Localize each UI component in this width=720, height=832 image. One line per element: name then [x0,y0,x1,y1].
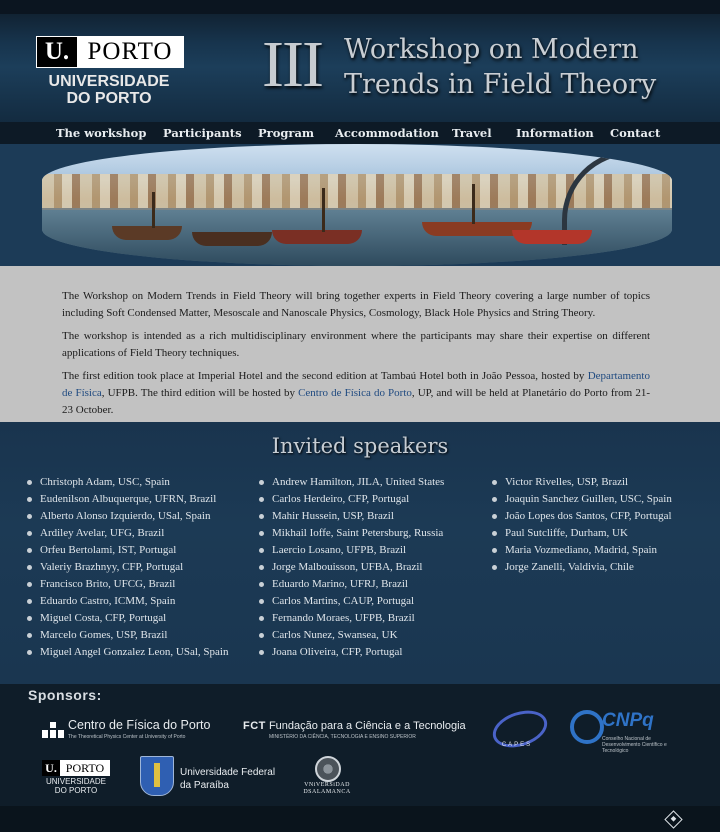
link-centro-de-fisica-do-porto[interactable]: Centro de Física do Porto [298,387,412,399]
speaker-item: Eudenilson Albuquerque, UFRN, Brazil [26,491,229,508]
fct-subtitle: MINISTÉRIO DA CIÊNCIA, TECNOLOGIA E ENSINO SUPERIOR [269,734,416,740]
speaker-item: Paul Sutcliffe, Durham, UK [491,525,672,542]
intro-p3-part-a: The first edition took place at Imperial Hotel and the second edition at Tambaú Hotel both in João Pessoa, hosted by [62,370,588,382]
speaker-item: Carlos Martins, CAUP, Portugal [258,593,444,610]
speakers-column-3 [491,474,672,576]
uporto-sponsor-subtitle: UNIVERSIDADE DO PORTO [45,777,106,795]
speaker-item: Mikhail Ioffe, Saint Petersburg, Russia [258,525,444,542]
intro-section [0,266,720,422]
title-line1: Workshop on Modern [344,34,639,65]
logo-university-name [36,73,182,107]
nav-accommodation[interactable]: Accommodation [335,126,439,140]
salamanca-name [298,782,356,796]
top-strip [0,0,720,14]
header-banner [0,0,720,122]
ufpb-line2: da Paraíba [180,780,229,791]
nav-program[interactable]: Program [258,126,315,140]
ufpb-logo[interactable] [140,756,280,800]
boat [112,226,182,240]
workshop-title [344,32,714,102]
cfp-name: Centro de Física do Porto [68,718,211,732]
link-departamento-de-fisica[interactable]: Departamento de Física [62,370,650,399]
speaker-item: Alberto Alonso Izquierdo, USal, Spain [26,508,229,525]
fct-abbr: FCT [243,720,266,732]
speaker-item: Eduardo Marino, UFRJ, Brazil [258,576,444,593]
ufpb-name [180,766,275,792]
logo-porto: PORTO [87,38,173,65]
speakers-column-2 [258,474,444,661]
cnpq-subtitle: Conselho Nacional de Desenvolvimento Científico e Tecnológico [602,736,667,754]
speaker-item: Carlos Herdeiro, CFP, Portugal [258,491,444,508]
speaker-item: Miguel Costa, CFP, Portugal [26,610,229,627]
uporto-sponsor-logo[interactable] [42,760,112,800]
logo-u: U. [37,37,77,67]
speaker-item: Marcelo Gomes, USP, Brazil [26,627,229,644]
speaker-item: Maria Vozmediano, Madrid, Spain [491,542,672,559]
intro-paragraph-3 [62,368,650,419]
speaker-item: Laercio Losano, UFPB, Brazil [258,542,444,559]
uporto-logo[interactable] [36,36,184,68]
intro-p3-part-b: , UFPB. The third edition will be hosted by [101,387,299,399]
main-nav [0,122,720,144]
speakers-column-1 [26,474,229,661]
porto-riverside-photo [42,144,672,266]
intro-p3-part-c: , UP, and will be held at Planetário do Porto from 21-23 October. [62,387,650,416]
boat [192,232,272,246]
capes-logo[interactable] [486,708,548,754]
nav-contact[interactable]: Contact [610,126,661,140]
mast [322,188,325,232]
salamanca-line2: DSALAMANCA [303,789,351,795]
intro-paragraph-2: The workshop is intended as a rich multidisciplinary environment where the participants may share their expertise on different applications of Field Theory techniques. [62,330,650,359]
uporto-sponsor-porto: PORTO [65,761,105,775]
footer [0,806,720,832]
ufpb-line1: Universidade Federal [180,767,276,778]
cfp-blocks-icon [42,722,64,738]
speaker-item: Ardiley Avelar, UFG, Brazil [26,525,229,542]
fct-logo[interactable] [243,720,473,744]
fct-full-name: Fundação para a Ciência e a Tecnologia [268,720,466,732]
speaker-item: Miguel Angel Gonzalez Leon, USal, Spain [26,644,229,661]
intro-text [62,288,650,425]
sponsors-section [0,684,720,806]
salamanca-line1: VNiVERSiDAD [304,782,350,788]
logo-university-line1: UNIVERSIDADE [48,73,170,90]
intro-paragraph-1: The Workshop on Modern Trends in Field Theory will bring together experts in Field Theory covering a large number of topics including Soft Condensed Matter, Mesoscale and Nanoscale Physics, Cosmology, Black Hole Physics and String Theory. [62,290,650,319]
boat [272,230,362,244]
speaker-item: João Lopes dos Santos, CFP, Portugal [491,508,672,525]
shield-cross [154,763,160,787]
speaker-item: Joana Oliveira, CFP, Portugal [258,644,444,661]
speaker-item: Eduardo Castro, ICMM, Spain [26,593,229,610]
speaker-item: Orfeu Bertolami, IST, Portugal [26,542,229,559]
speaker-item: Valeriy Brazhnyy, CFP, Portugal [26,559,229,576]
uporto-sponsor-u: U. [42,760,60,776]
cfp-subtitle: The Theoretical Physics Center at University of Porto [68,734,186,740]
logo-university-line2: DO PORTO [66,90,152,107]
title-line2: Trends in Field Theory [344,69,657,100]
edition-numeral: III [262,28,322,101]
speaker-item: Francisco Brito, UFCG, Brazil [26,576,229,593]
speakers-heading: Invited speakers [271,434,449,458]
speaker-item: Christoph Adam, USC, Spain [26,474,229,491]
salamanca-seal-icon [315,756,341,782]
speaker-item: Mahir Hussein, USP, Brazil [258,508,444,525]
porto-banner [0,144,720,266]
mast [152,192,155,228]
nav-information[interactable]: Information [516,126,594,140]
boat [512,230,592,244]
speaker-item: Andrew Hamilton, JILA, United States [258,474,444,491]
cnpq-logo[interactable] [570,708,670,756]
speaker-item: Jorge Zanelli, Valdivia, Chile [491,559,672,576]
speaker-item: Victor Rivelles, USP, Brazil [491,474,672,491]
cnpq-name: CNPq [602,710,654,731]
speaker-item: Joaquin Sanchez Guillen, USC, Spain [491,491,672,508]
capes-name: CAPES [501,742,533,748]
nav-the-workshop[interactable]: The workshop [56,126,147,140]
ufpb-shield-icon [140,756,174,796]
speaker-item: Jorge Malbouisson, UFBA, Brazil [258,559,444,576]
salamanca-logo[interactable] [298,756,358,802]
nav-participants[interactable]: Participants [163,126,242,140]
fct-name [243,720,466,732]
invited-speakers-section [0,422,720,684]
mast [472,184,475,224]
cfp-logo[interactable] [42,718,222,744]
speaker-item: Fernando Moraes, UFPB, Brazil [258,610,444,627]
sponsors-heading: Sponsors: [28,687,102,703]
nav-travel[interactable]: Travel [452,126,492,140]
uporto-sponsor-box [42,760,110,776]
speaker-item: Carlos Nunez, Swansea, UK [258,627,444,644]
back-to-top-icon[interactable] [664,810,682,828]
cnpq-mark-icon [570,710,604,744]
